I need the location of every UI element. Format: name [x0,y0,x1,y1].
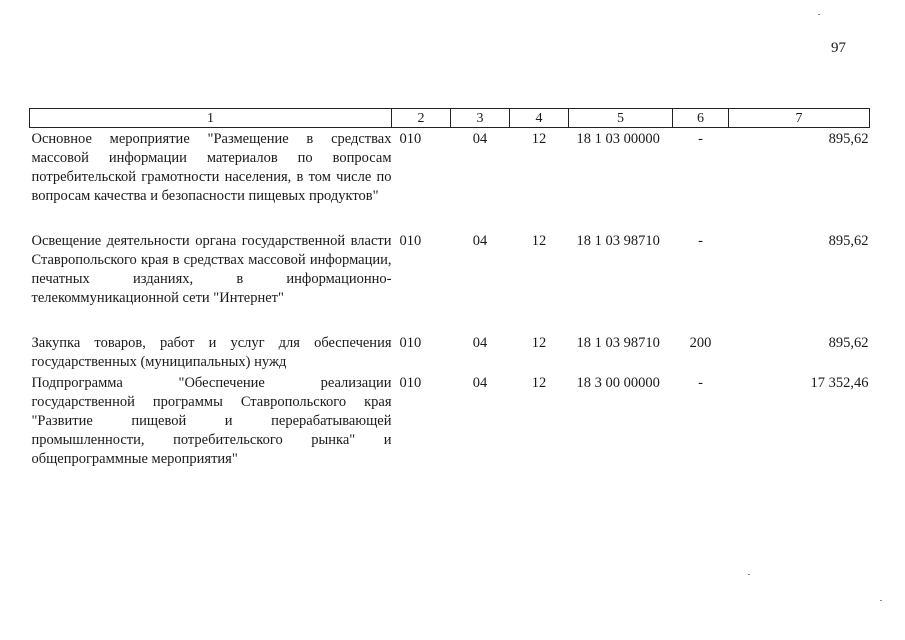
row-name: Закупка товаров, работ и услуг для обеспечения государственных (муниципальных) нужд [31,335,392,370]
row-col-5: 18 3 00 00000 [576,375,660,391]
page-number: 97 [831,40,846,56]
row-col-5: 18 1 03 98710 [576,233,660,249]
header-col-5: 5 [569,109,673,128]
row-col-4: 12 [531,375,547,391]
header-col-3: 3 [451,109,510,128]
table-row [30,128,870,231]
header-col-7: 7 [729,109,870,128]
row-name: Подпрограмма "Обеспечение реализации государственной программы Ставропольского края "Развитие пищевой и перерабатывающей промышленности, потребительского рынка" и общепрограммные мероприятия" [31,375,392,467]
table-row [30,332,870,372]
row-col-2: 010 [399,233,422,249]
scan-speck [818,14,820,15]
row-col-4: 12 [531,233,547,249]
row-col-3: 04 [472,233,488,249]
row-col-3: 04 [472,375,488,391]
row-amount: 17 352,46 [810,375,869,391]
row-col-4: 12 [531,335,547,351]
header-row [30,109,870,128]
row-amount: 895,62 [828,233,869,249]
scan-speck [880,600,882,601]
row-name: Основное мероприятие "Размещение в средствах массовой информации материалов по вопросам потребительской грамотности населения, в том числе по вопросам качества и безопасности пищевых продуктов" [31,131,392,204]
row-col-5: 18 1 03 98710 [576,335,660,351]
row-col-6: 200 [689,335,712,351]
row-col-6: - [698,375,703,391]
row-col-6: - [698,131,703,147]
row-amount: 895,62 [828,131,869,147]
row-col-5: 18 1 03 00000 [576,131,660,147]
row-name: Освещение деятельности органа государственной власти Ставропольского края в средствах массовой информации, печатных изданиях, в информационно-телекоммуникационной сети "Интернет" [31,233,392,306]
row-col-2: 010 [399,335,422,351]
header-col-2: 2 [392,109,451,128]
header-col-4: 4 [510,109,569,128]
header-col-1: 1 [30,109,392,128]
header-col-6: 6 [673,109,729,128]
scan-speck [748,574,750,575]
row-col-2: 010 [399,375,422,391]
table-row [30,230,870,332]
row-col-2: 010 [399,131,422,147]
row-col-4: 12 [531,131,547,147]
budget-table [29,108,870,469]
table-row [30,372,870,469]
row-col-3: 04 [472,131,488,147]
row-amount: 895,62 [828,335,869,351]
row-col-6: - [698,233,703,249]
row-col-3: 04 [472,335,488,351]
